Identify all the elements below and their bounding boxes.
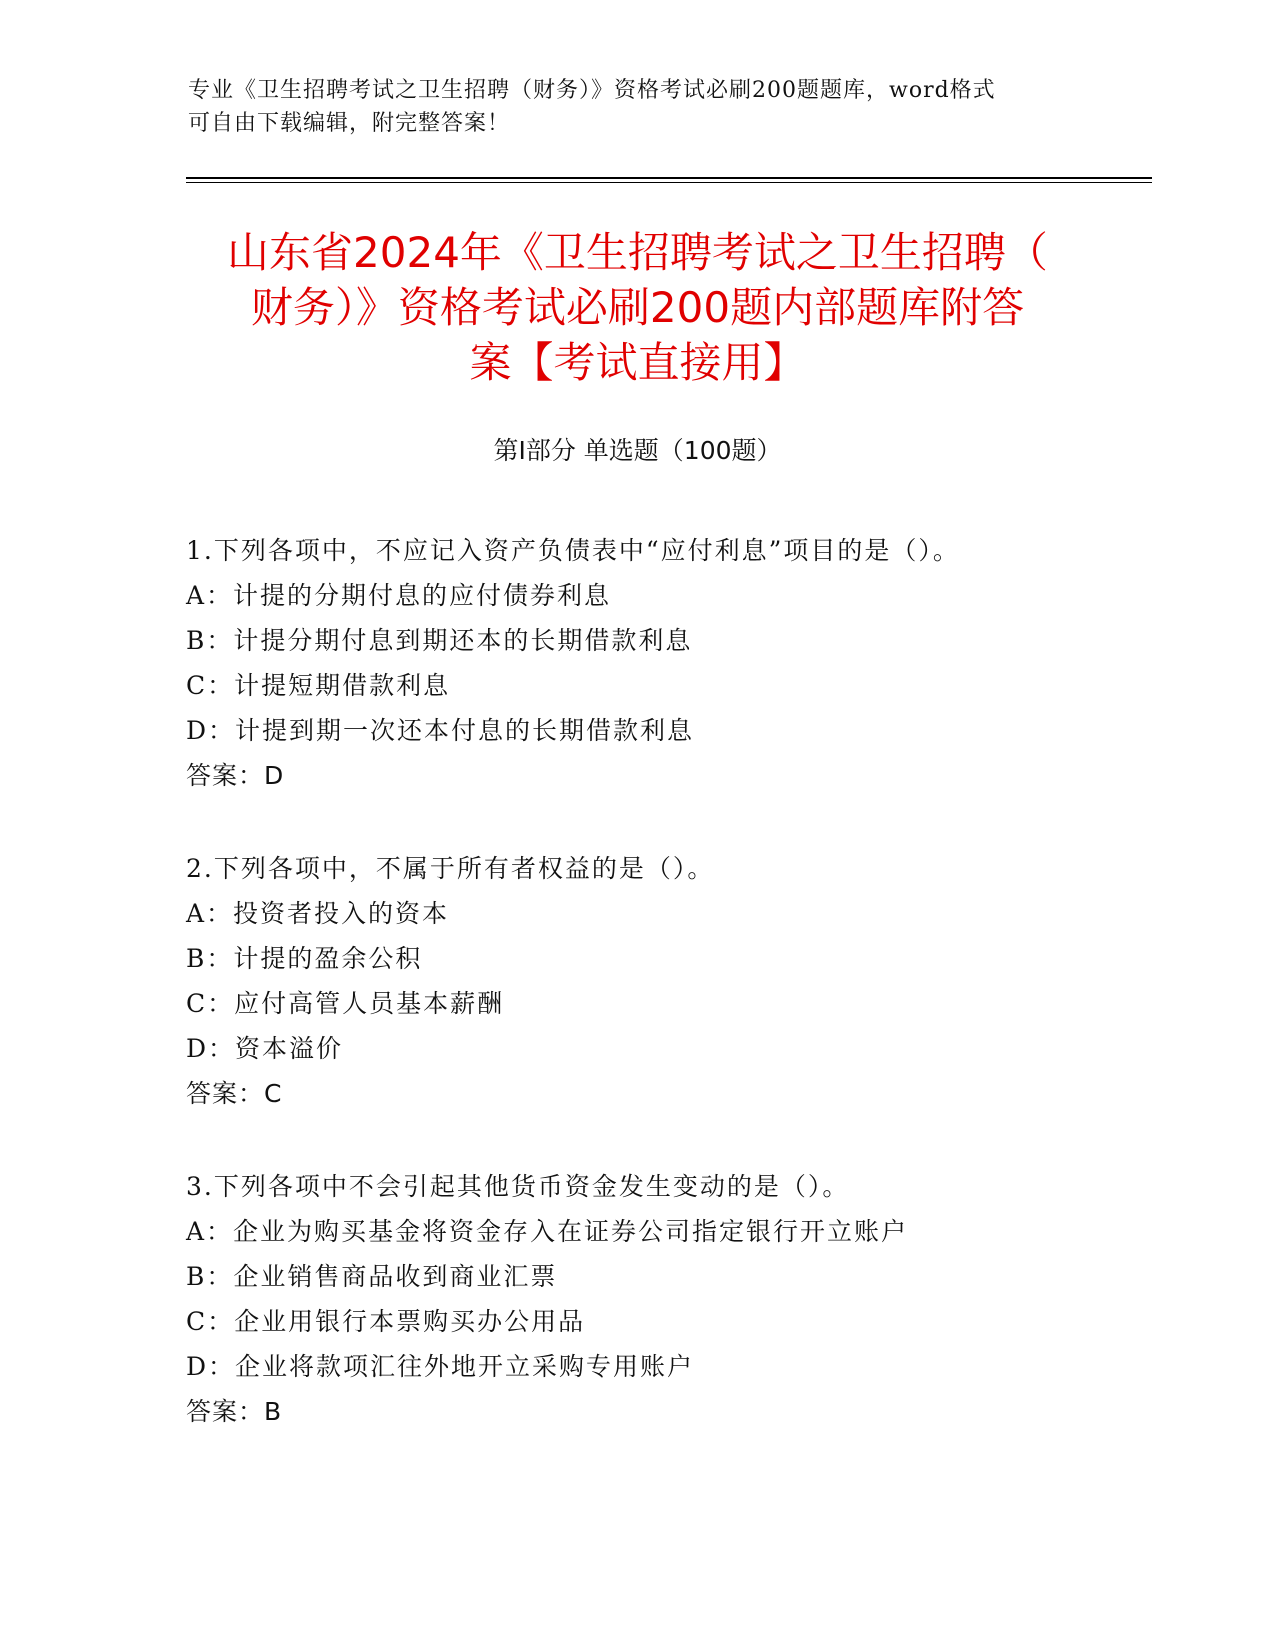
option-c: C：企业用银行本票购买办公用品 [186, 1307, 586, 1336]
answer: 答案：C [186, 1079, 283, 1108]
option-c: C：计提短期借款利息 [186, 671, 451, 700]
header-note-line: 专业《卫生招聘考试之卫生招聘（财务）》资格考试必刷200题题库，word格式 [188, 78, 996, 103]
header-divider [186, 182, 1152, 183]
option-a: A：投资者投入的资本 [186, 899, 450, 928]
option-c: C：应付高管人员基本薪酬 [186, 989, 505, 1018]
title-line: 财务）》资格考试必刷200题内部题库附答 [250, 283, 1025, 332]
option-b: B：计提的盈余公积 [186, 944, 423, 973]
option-b: B：企业销售商品收到商业汇票 [186, 1262, 558, 1291]
option-a: A：企业为购买基金将资金存入在证券公司指定银行开立账户 [186, 1217, 909, 1246]
option-d: D：资本溢价 [186, 1034, 344, 1063]
option-d: D：计提到期一次还本付息的长期借款利息 [186, 716, 695, 745]
question-stem: 1.下列各项中，不应记入资产负债表中“应付利息”项目的是（）。 [186, 536, 960, 565]
section-heading: 第Ⅰ部分 单选题（100题） [493, 436, 782, 465]
question-block [186, 846, 1186, 1116]
question-block [186, 1164, 1186, 1434]
option-b: B：计提分期付息到期还本的长期借款利息 [186, 626, 693, 655]
option-a: A：计提的分期付息的应付债券利息 [186, 581, 612, 610]
header-note [188, 74, 1068, 140]
question-block [186, 528, 1186, 798]
answer: 答案：D [186, 761, 285, 790]
title-line: 案【考试直接用】 [469, 338, 806, 387]
answer: 答案：B [186, 1397, 283, 1426]
header-divider [186, 177, 1152, 179]
question-stem: 2.下列各项中，不属于所有者权益的是（）。 [186, 854, 715, 883]
document-title [160, 225, 1115, 390]
question-stem: 3.下列各项中不会引起其他货币资金发生变动的是（）。 [186, 1172, 850, 1201]
title-line: 山东省2024年《卫生招聘考试之卫生招聘（ [227, 228, 1048, 277]
header-note-line: 可自由下载编辑，附完整答案！ [188, 111, 511, 136]
option-d: D：企业将款项汇往外地开立采购专用账户 [186, 1352, 695, 1381]
